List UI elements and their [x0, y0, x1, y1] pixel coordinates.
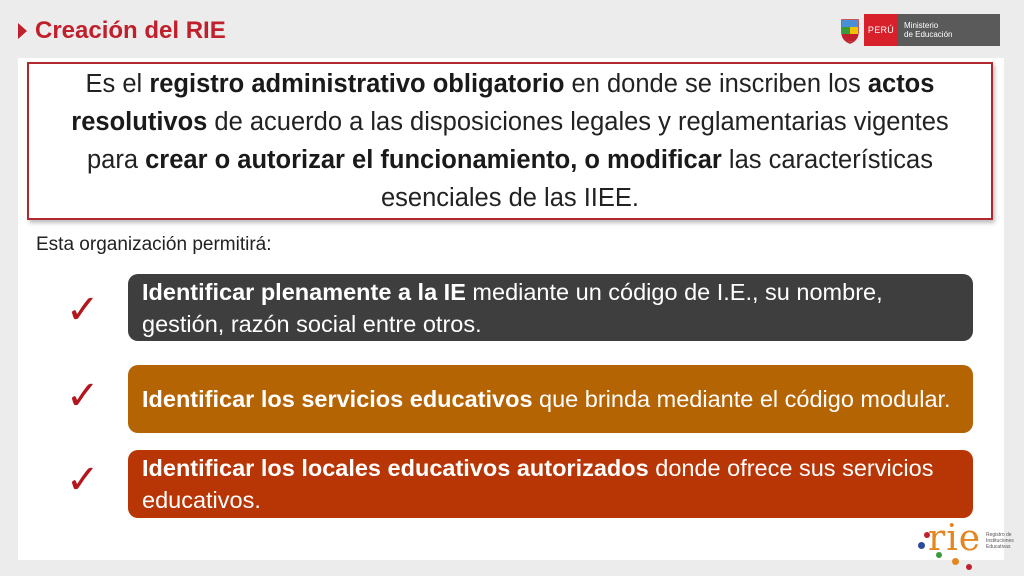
- item-rest: mediante un código de I.E., su nombre, gestión, razón social entre otros.: [142, 278, 883, 337]
- logo-dot: [952, 558, 959, 565]
- caret-right-icon: [18, 23, 27, 39]
- definition-bold-run: registro administrativo obligatorio: [149, 70, 565, 98]
- page-title-text: Creación del RIE: [35, 17, 226, 44]
- intro-text: Esta organización permitirá:: [36, 234, 272, 255]
- ministry-logo: [836, 14, 1000, 46]
- check-icon: ✓: [66, 288, 100, 332]
- check-icon: ✓: [66, 374, 100, 418]
- item-rest: donde ofrece sus servicios educativos.: [142, 455, 934, 513]
- definition-bold-run: crear o autorizar el funcionamiento, o modificar: [145, 146, 722, 174]
- item-bold: Identificar los locales educativos autorizados: [142, 455, 649, 481]
- item-identify-ie: [128, 274, 973, 341]
- logo-dot: [918, 542, 925, 549]
- rie-logo: [916, 518, 1024, 576]
- definition-bold-run: actos resolutivos: [71, 70, 935, 136]
- rie-word: rie: [928, 518, 982, 559]
- definition-run: de acuerdo a las disposiciones legales y reglamentarias vigentes para: [87, 108, 949, 174]
- logo-dot: [966, 564, 972, 570]
- definition-run: en donde se inscriben los: [564, 70, 868, 98]
- definition-text: [47, 65, 973, 217]
- item-text: [142, 452, 959, 516]
- item-identify-locales: [128, 450, 973, 518]
- definition-box: [27, 62, 993, 220]
- ministry-line-1: Ministerio: [904, 21, 939, 30]
- item-text: [142, 276, 959, 340]
- definition-run: Es el: [85, 70, 150, 98]
- ministry-label: [898, 14, 1000, 46]
- rie-subtitle: Registro de Instituciones Educativas: [986, 532, 1014, 550]
- coat-of-arms-icon: [836, 14, 864, 46]
- item-text: [142, 383, 951, 415]
- item-identify-services: [128, 365, 973, 433]
- item-bold: Identificar plenamente a la IE: [142, 278, 466, 305]
- item-bold: Identificar los servicios educativos: [142, 386, 533, 412]
- check-icon: ✓: [66, 458, 100, 502]
- ministry-line-2: de Educación: [904, 30, 953, 39]
- definition-run: las características esenciales de las IIEE.: [381, 146, 933, 212]
- item-rest: que brinda mediante el código modular.: [532, 386, 951, 412]
- page-title: [18, 14, 226, 48]
- peru-label: PERÚ: [864, 14, 898, 46]
